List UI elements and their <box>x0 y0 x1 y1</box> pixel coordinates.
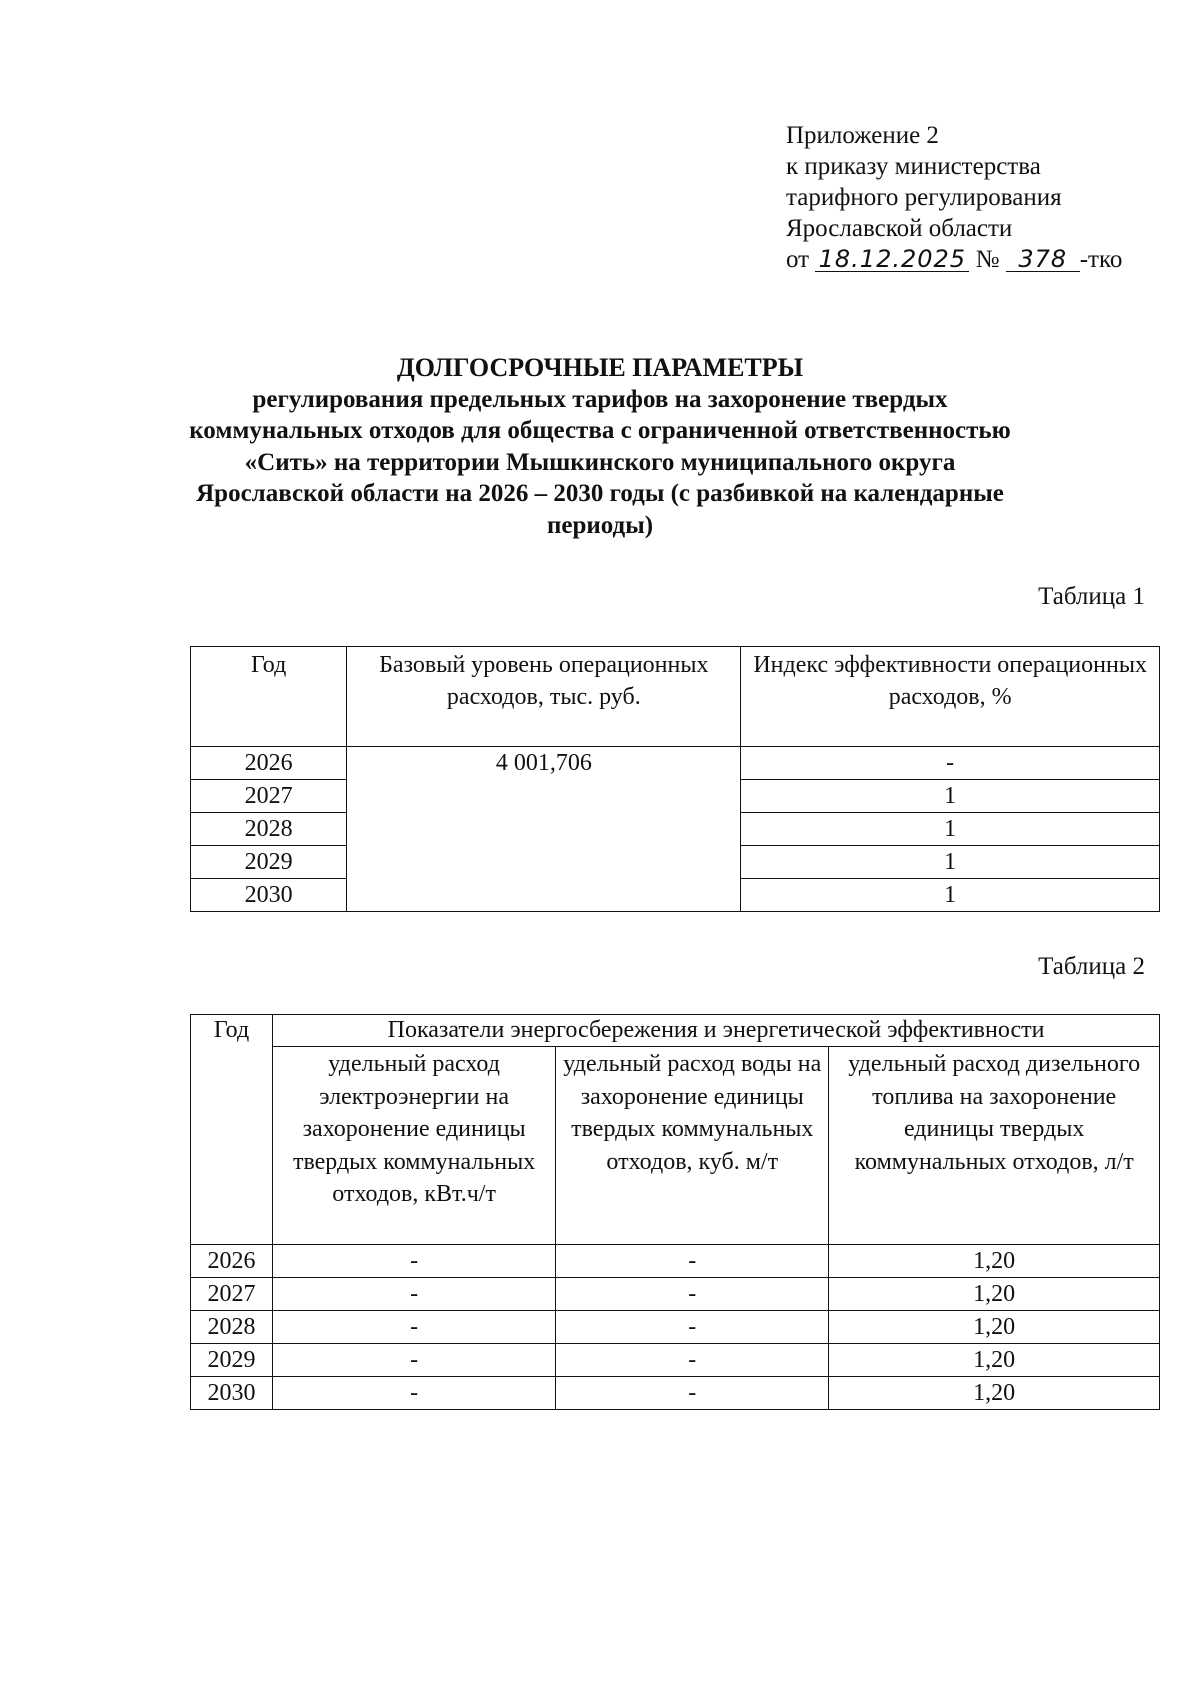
title-line: Ярославской области на 2026 – 2030 годы (с разбивкой на календарные <box>196 480 1004 507</box>
table-row <box>191 1245 1160 1278</box>
table-header-row <box>191 1015 1160 1047</box>
table-energy-efficiency <box>190 1014 1160 1410</box>
cell-base-value: 4 001,706 <box>347 747 741 912</box>
table1-caption: Таблица 1 <box>1038 583 1145 610</box>
annex-block <box>786 120 1122 275</box>
table-row <box>191 1377 1160 1410</box>
table-opex <box>190 646 1160 912</box>
annex-line: Ярославской области <box>786 215 1013 242</box>
cell-year: 2026 <box>191 1245 273 1278</box>
annex-line: тарифного регулирования <box>786 184 1062 211</box>
cell-electricity: - <box>273 1245 556 1278</box>
title-main: ДОЛГОСРОЧНЫЕ ПАРАМЕТРЫ <box>396 353 804 382</box>
title-line: регулирования предельных тарифов на захоронение твердых <box>252 385 948 413</box>
table-row <box>191 1344 1160 1377</box>
cell-electricity: - <box>273 1278 556 1311</box>
cell-index: 1 <box>741 846 1160 879</box>
annex-line: Приложение 2 <box>786 122 939 149</box>
number-sign: № <box>975 246 1000 273</box>
title-line: коммунальных отходов для общества с ограниченной ответственностью <box>189 417 1011 444</box>
cell-year: 2028 <box>191 813 347 846</box>
annex-line: к приказу министерства <box>786 153 1041 180</box>
cell-year: 2030 <box>191 1377 273 1410</box>
title-line: «Сить» на территории Мышкинского муниципального округа <box>244 448 956 476</box>
header-year: Год <box>191 1015 273 1245</box>
cell-year: 2027 <box>191 1278 273 1311</box>
header-efficiency-index: Индекс эффективности операционных расходов, % <box>741 647 1160 747</box>
cell-electricity: - <box>273 1311 556 1344</box>
cell-index: 1 <box>741 813 1160 846</box>
cell-water: - <box>556 1311 829 1344</box>
table-header-row <box>191 647 1160 747</box>
cell-fuel: 1,20 <box>829 1344 1160 1377</box>
header-base-level: Базовый уровень операционных расходов, тыс. руб. <box>347 647 741 747</box>
annex-date-line <box>786 244 1122 275</box>
cell-fuel: 1,20 <box>829 1377 1160 1410</box>
header-electricity: удельный расход электроэнергии на захоронение единицы твердых коммунальных отходов, кВт.ч/т <box>273 1047 556 1245</box>
cell-index: 1 <box>741 780 1160 813</box>
header-water: удельный расход воды на захоронение единицы твердых коммунальных отходов, куб. м/т <box>556 1047 829 1245</box>
cell-electricity: - <box>273 1377 556 1410</box>
cell-fuel: 1,20 <box>829 1278 1160 1311</box>
handwritten-date: 18.12.2025 <box>815 247 969 272</box>
cell-water: - <box>556 1245 829 1278</box>
table-row <box>191 1278 1160 1311</box>
cell-year: 2027 <box>191 780 347 813</box>
title-line: периоды) <box>546 511 654 539</box>
cell-water: - <box>556 1278 829 1311</box>
cell-fuel: 1,20 <box>829 1311 1160 1344</box>
cell-year: 2028 <box>191 1311 273 1344</box>
cell-year: 2029 <box>191 1344 273 1377</box>
cell-index: - <box>741 747 1160 780</box>
header-year: Год <box>191 647 347 747</box>
cell-water: - <box>556 1377 829 1410</box>
header-fuel: удельный расход дизельного топлива на захоронение единицы твердых коммунальных отходов, л/т <box>829 1047 1160 1245</box>
table-subheader-row <box>191 1047 1160 1245</box>
cell-fuel: 1,20 <box>829 1245 1160 1278</box>
cell-year: 2029 <box>191 846 347 879</box>
cell-water: - <box>556 1344 829 1377</box>
header-group: Показатели энергосбережения и энергетической эффективности <box>273 1015 1160 1047</box>
document-title <box>160 352 1040 541</box>
number-suffix: -тко <box>1079 246 1123 273</box>
table2-caption: Таблица 2 <box>1038 953 1145 980</box>
cell-year: 2026 <box>191 747 347 780</box>
cell-year: 2030 <box>191 879 347 912</box>
date-prefix: от <box>786 246 810 273</box>
cell-electricity: - <box>273 1344 556 1377</box>
handwritten-number: 378 <box>1006 247 1080 272</box>
table-row <box>191 747 1160 780</box>
cell-index: 1 <box>741 879 1160 912</box>
table-row <box>191 1311 1160 1344</box>
